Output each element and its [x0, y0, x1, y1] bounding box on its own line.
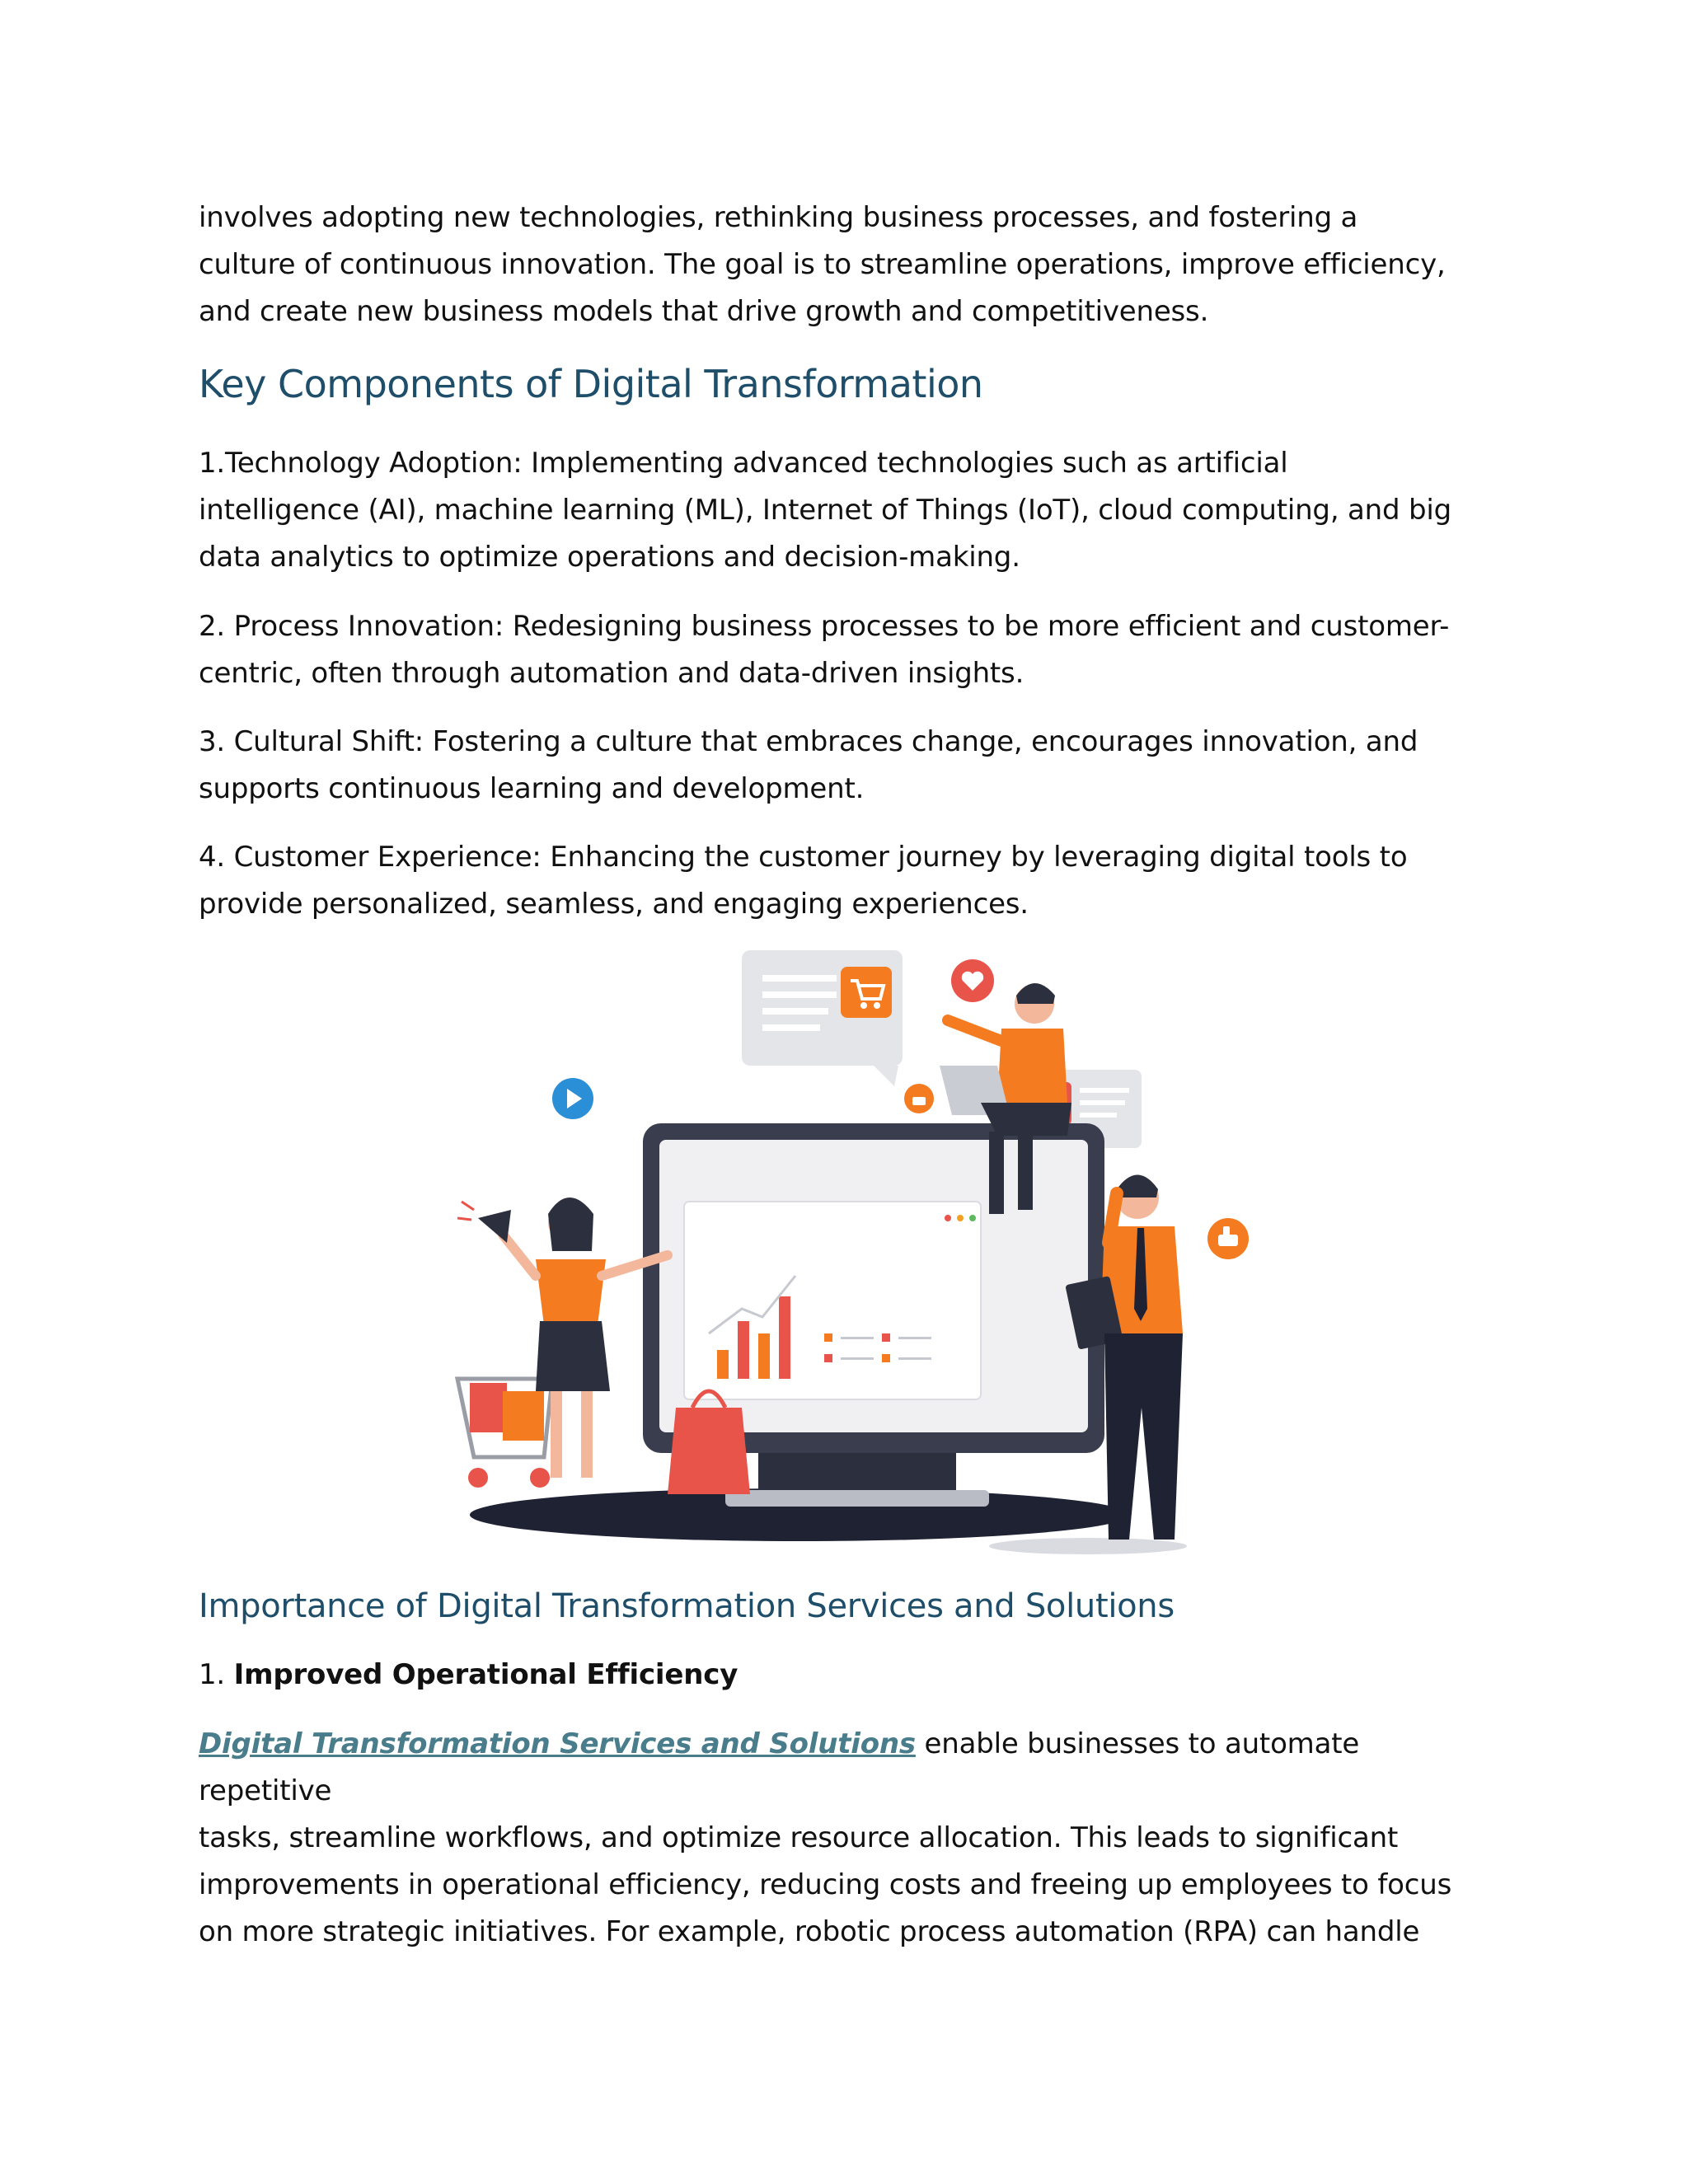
efficiency-subheading	[199, 1652, 1493, 1699]
item-line: data analytics to optimize operations and decision-making.	[199, 541, 1020, 574]
item-line: supports continuous learning and development.	[199, 772, 865, 805]
paragraph-line: on more strategic initiatives. For example, robotic process automation (RPA) can handle	[199, 1915, 1420, 1948]
item-line: 3. Cultural Shift: Fostering a culture that embraces change, encourages innovation, and	[199, 725, 1418, 758]
thumbs-up-small-icon	[904, 1084, 934, 1113]
woman-megaphone-figure	[457, 1197, 668, 1478]
item-line: provide personalized, seamless, and engaging experiences.	[199, 888, 1029, 921]
intro-line: involves adopting new technologies, rethinking business processes, and fostering a	[199, 201, 1358, 234]
item-line: 4. Customer Experience: Enhancing the customer journey by leveraging digital tools to	[199, 841, 1408, 874]
intro-line: culture of continuous innovation. The goal is to streamline operations, improve efficiency,	[199, 248, 1446, 281]
subheading-text: Improved Operational Efficiency	[233, 1658, 738, 1691]
chat-bubble-cart-icon	[742, 950, 903, 1086]
intro-line: and create new business models that drive growth and competitiveness.	[199, 295, 1209, 328]
efficiency-paragraph	[199, 1721, 1493, 1956]
item-line: intelligence (AI), machine learning (ML), Internet of Things (IoT), cloud computing, and big	[199, 494, 1452, 527]
importance-heading: Importance of Digital Transformation Services and Solutions	[199, 1587, 1175, 1625]
paragraph-first-line	[199, 1721, 1493, 1815]
intro-paragraph	[199, 194, 1493, 335]
paragraph-line: tasks, streamline workflows, and optimize resource allocation. This leads to significant	[199, 1821, 1399, 1854]
paragraph-line: improvements in operational efficiency, reducing costs and freeing up employees to focus	[199, 1868, 1452, 1901]
item-line: 1.Technology Adoption: Implementing advanced technologies such as artificial	[199, 447, 1288, 480]
item-line: centric, often through automation and data-driven insights.	[199, 657, 1025, 690]
item-line: 2. Process Innovation: Redesigning business processes to be more efficient and customer-	[199, 610, 1450, 643]
component-item-process	[199, 603, 1493, 697]
key-components-heading: Key Components of Digital Transformation	[199, 362, 983, 406]
play-icon	[552, 1078, 593, 1119]
component-item-customer	[199, 834, 1493, 928]
digital-transformation-link[interactable]: Digital Transformation Services and Solutions	[199, 1727, 916, 1760]
digital-transformation-illustration	[412, 946, 1278, 1581]
component-item-technology	[199, 440, 1493, 581]
shopping-cart-icon	[457, 1379, 552, 1488]
thumbs-up-icon	[1207, 1218, 1249, 1259]
component-item-culture	[199, 719, 1493, 813]
heart-icon	[951, 959, 994, 1002]
first-line-rest: enable businesses to automate repetitive	[199, 1727, 1360, 1807]
subheading-number: 1.	[199, 1658, 234, 1691]
